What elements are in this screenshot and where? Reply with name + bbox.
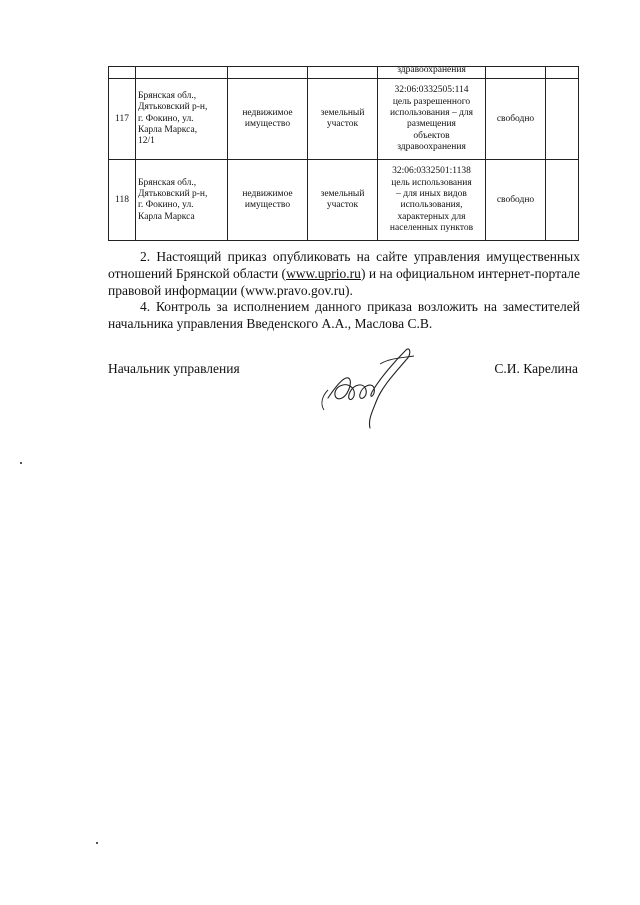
- handwritten-signature: [310, 340, 430, 430]
- address-cell: Брянская обл., Дятьковский р-н, г. Фокино, ул. Карла Маркса: [136, 160, 228, 241]
- uprio-link[interactable]: www.uprio.ru: [286, 266, 361, 281]
- scan-speck: [20, 462, 22, 464]
- row-number: 118: [109, 160, 136, 241]
- type-cell: земельный участок: [308, 79, 378, 160]
- row-number: 117: [109, 79, 136, 160]
- kind-cell: недвижимое имущество: [228, 160, 308, 241]
- address-cell: Брянская обл., Дятьковский р-н, г. Фокино, ул. Карла Маркса, 12/1: [136, 79, 228, 160]
- property-table: [108, 66, 579, 241]
- table-row-continued: [109, 67, 579, 79]
- table-row: [109, 160, 579, 241]
- paragraph-publish: 2. Настоящий приказ опубликовать на сайте управления имущественных отношений Брянской области (www.uprio.ru) и на официальном интернет-портале правовой информации (www.pravo.gov.ru).: [108, 249, 580, 298]
- scan-speck: [96, 842, 98, 844]
- table-row: [109, 79, 579, 160]
- purpose-continued: здравоохранения: [397, 66, 466, 75]
- paragraph-control: 4. Контроль за исполнением данного приказа возложить на заместителей начальника управления Введенского А.А., Маслова С.В.: [108, 299, 580, 331]
- status-cell: свободно: [486, 160, 546, 241]
- details-cell: 32:06:0332501:1138 цель использования – для иных видов использования, характерных для населенных пунктов: [378, 160, 486, 241]
- details-cell: 32:06:0332505:114 цель разрешенного использования – для размещения объектов здравоохранения: [378, 79, 486, 160]
- status-cell: свободно: [486, 79, 546, 160]
- type-cell: земельный участок: [308, 160, 378, 241]
- signatory-title: Начальник управления: [108, 361, 240, 376]
- signatory-name: С.И. Карелина: [494, 361, 578, 376]
- kind-cell: недвижимое имущество: [228, 79, 308, 160]
